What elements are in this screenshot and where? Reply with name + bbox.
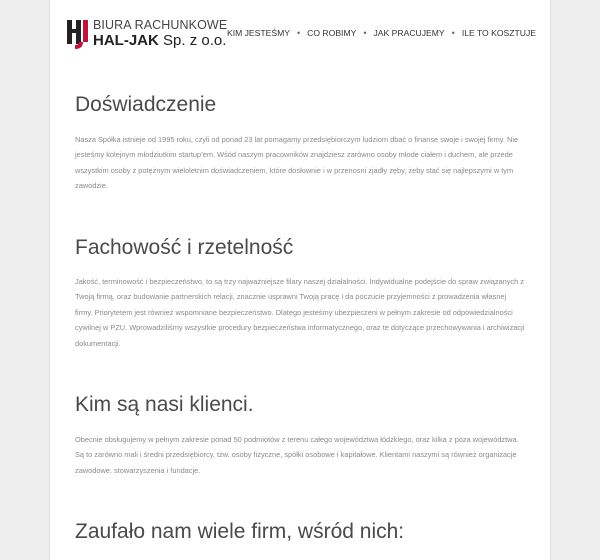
nav-item-ile-to-kosztuje[interactable]: ILE TO KOSZTUJE <box>461 28 536 38</box>
logo-company-name-suffix: Sp. z o.o. <box>158 32 227 49</box>
logo-tagline: BIURA RACHUNKOWE <box>93 18 228 32</box>
main-navigation <box>227 28 536 38</box>
section-text-clients: Obecnie obsługujemy w pełnym zakresie ponad 50 podmiotów z terenu całego województwa łódzkiego, oraz kilka z poza województwa. Są to zarówno mali i średni przedsiębiorcy, tzw. osoby fizyczne, spółki osobowe i kapitałowe. Klientami naszymi są również organizacje zawodowe, stowarzyszenia i fundacje. <box>75 435 519 475</box>
site-header <box>50 0 550 70</box>
nav-separator: • <box>297 28 301 38</box>
company-logo[interactable] <box>67 18 227 54</box>
section-text-experience: Nasza Spółka istnieje od 1995 roku, czyli od ponad 23 lat pomagamy przedsiębiorczym ludziom dbać o finanse swoje i swojej firmy. Nie jesteśmy kolejnym młodziutkim startup’em. Wśód naszym pracowników znajdziesz zarówno osoby młode ciałem i duchem, ale przede wszystkim osoby z potężnym wieloletnim doświadczeniem, które dosłownie i w przenosni zjadły zęby, żeby stać się najlepszymi w tym zawodzie. <box>75 135 519 191</box>
nav-item-kim-jestesmy[interactable]: KIM JESTEŚMY <box>226 28 290 38</box>
logo-mark-icon <box>67 20 89 50</box>
section-text-professionalism: Jakość, terminowość i bezpieczeństwo, to są trzy najważniejsze filary naszej działalności. Indywidualne podejście do spraw związanych z Twoją firmą, oraz budowanie partnerskich relacji, znacznie usprawni Twoją pracę i da poczucie przyjemności z prowadzenia własnej firmy. Priorytetem jest również wspomniane bezpieczeństwo. Dlatego jesteśmy ubezpieczeni w pełnym zakresie od odpowiedzialności cywilnej w PZU. Wprowadziliśmy wszystkie procedury bezpieczeństwa informatycznego, oraz te dotyczące przechowywania i archiwizacji dokumentacji. <box>75 277 525 348</box>
logo-company-name <box>93 32 226 49</box>
nav-item-jak-pracujemy[interactable]: JAK PRACUJEMY <box>373 28 445 38</box>
page-container <box>50 0 550 560</box>
nav-separator: • <box>451 28 455 38</box>
logo-company-name-bold: HAL-JAK <box>93 32 159 49</box>
section-title-trusted-by: Zaufało nam wiele firm, wśród nich: <box>75 520 405 543</box>
section-title-clients: Kim są nasi klienci. <box>75 393 254 416</box>
nav-item-co-robimy[interactable]: CO ROBIMY <box>307 28 357 38</box>
section-title-experience: Doświadczenie <box>75 93 217 116</box>
section-title-professionalism: Fachowość i rzetelność <box>75 236 294 259</box>
nav-separator: • <box>363 28 367 38</box>
